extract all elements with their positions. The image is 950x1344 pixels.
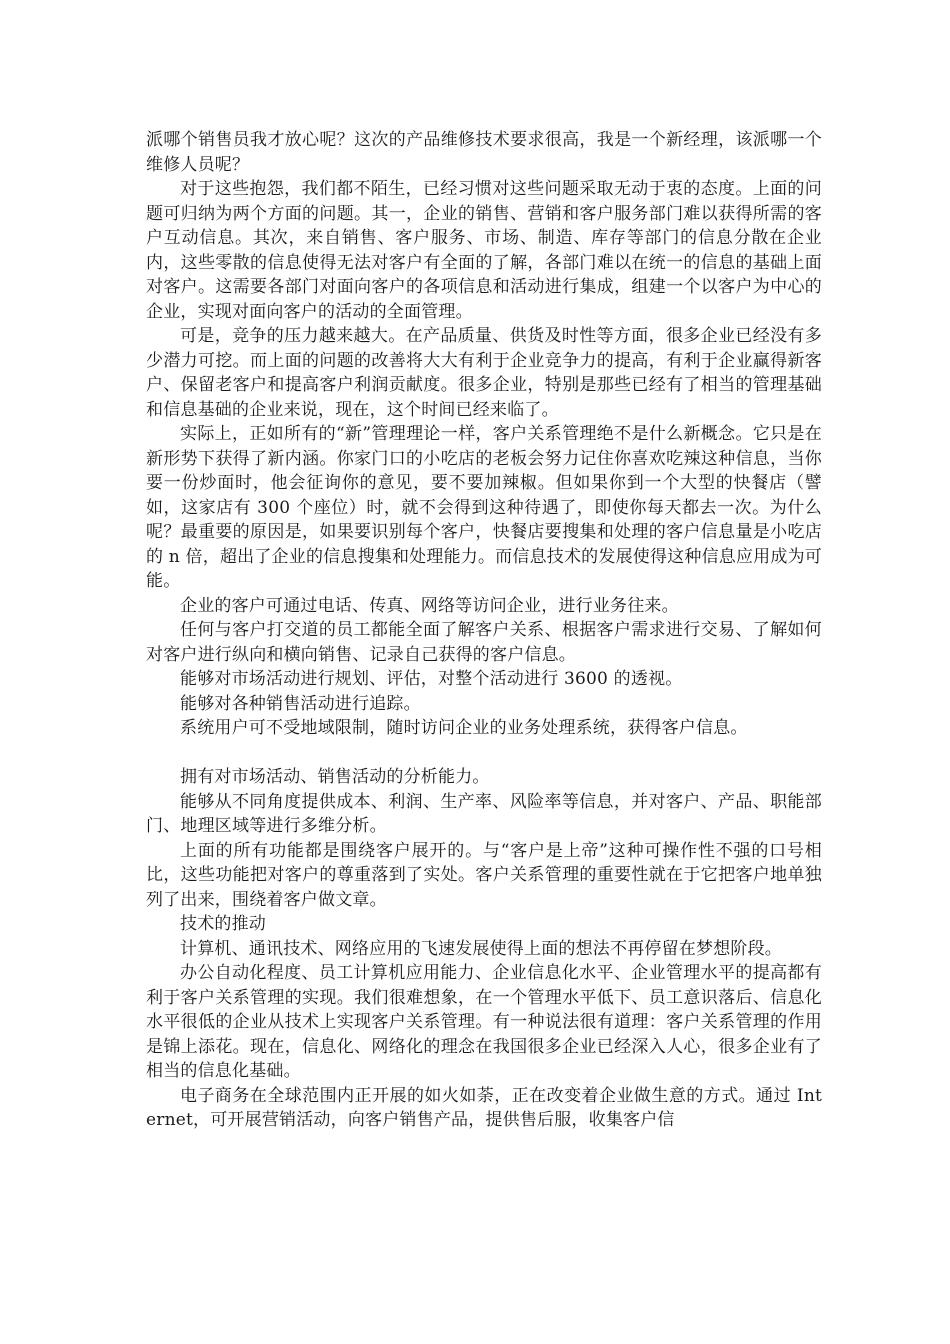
paragraph-3: 可是，竞争的压力越来越大。在产品质量、供货及时性等方面，很多企业已经没有多少潜力可挖。而上面的问题的改善将大大有利于企业竞争力的提高，有利于企业赢得新客户、保留老客户和提高客户利润贡献度。很多企业，特别是那些已经有了相当的管理基础和信息基础的企业来说，现在，这个时间已经来临了。 [146,326,822,420]
paragraph-5: 企业的客户可通过电话、传真、网络等访问企业，进行业务往来。 [180,595,679,616]
document-page [146,128,822,1133]
paragraph-7: 能够对市场活动进行规划、评估，对整个活动进行 3600 的透视。 [180,669,683,689]
paragraph-1: 派哪个销售员我才放心呢？这次的产品维修技术要求很高，我是一个新经理，该派哪一个维修人员呢？ [146,130,822,175]
paragraph-10: 拥有对市场活动、销售活动的分析能力。 [180,767,490,787]
section-heading-tech: 技术的推动 [180,914,266,934]
paragraph-15: 电子商务在全球范围内正开展的如火如荼，正在改变着企业做生意的方式。通过 Internet，可开展营销活动，向客户销售产品，提供售后服，收集客户信 [146,1085,822,1130]
paragraph-14: 办公自动化程度、员工计算机应用能力、企业信息化水平、企业管理水平的提高都有利于客户关系管理的实现。我们很难想象，在一个管理水平低下、员工意识落后、信息化水平很低的企业从技术上实现客户关系管理。有一种说法很有道理：客户关系管理的作用是锦上添花。现在，信息化、网络化的理念在我国很多企业已经深入人心，很多企业有了相当的信息化基础。 [146,963,822,1081]
paragraph-8: 能够对各种销售活动进行追踪。 [180,693,421,714]
paragraph-9: 系统用户可不受地域限制，随时访问企业的业务处理系统，获得客户信息。 [180,718,748,738]
blank-line [146,741,822,766]
paragraph-6: 任何与客户打交道的员工都能全面了解客户关系、根据客户需求进行交易、了解如何对客户进行纵向和横向销售、记录自己获得的客户信息。 [146,620,822,665]
paragraph-11: 能够从不同角度提供成本、利润、生产率、风险率等信息，并对客户、产品、职能部门、地理区域等进行多维分析。 [146,791,822,836]
paragraph-13: 计算机、通讯技术、网络应用的飞速发展使得上面的想法不再停留在梦想阶段。 [180,938,782,959]
paragraph-4: 实际上，正如所有的“新”管理理论一样，客户关系管理绝不是什么新概念。它只是在新形势下获得了新内涵。你家门口的小吃店的老板会努力记住你喜欢吃辣这种信息，当你要一份炒面时，他会征询你的意见，要不要加辣椒。但如果你到一个大型的快餐店（譬如，这家店有 300 个座位）时，就不会得到这种待遇了，即使你每天都去一次。为什么呢？最重要的原因是，如果要识别每个客户，快餐店要搜集和处理的客户信息量是小吃店的 n 倍，超出了企业的信息搜集和处理能力。而信息技术的发展使得这种信息应用成为可能。 [146,424,822,591]
paragraph-2: 对于这些抱怨，我们都不陌生，已经习惯对这些问题采取无动于衷的态度。上面的问题可归纳为两个方面的问题。其一，企业的销售、营销和客户服务部门难以获得所需的客户互动信息。其次，来自销售、客户服务、市场、制造、库存等部门的信息分散在企业内，这些零散的信息使得无法对客户有全面的了解，各部门难以在统一的信息的基础上面对客户。这需要各部门对面向客户的各项信息和活动进行集成，组建一个以客户为中心的企业，实现对面向客户的活动的全面管理。 [146,179,822,322]
paragraph-12: 上面的所有功能都是围绕客户展开的。与“客户是上帝”这种可操作性不强的口号相比，这些功能把对客户的尊重落到了实处。客户关系管理的重要性就在于它把客户地单独列了出来，围绕着客户做文章。 [146,840,822,910]
